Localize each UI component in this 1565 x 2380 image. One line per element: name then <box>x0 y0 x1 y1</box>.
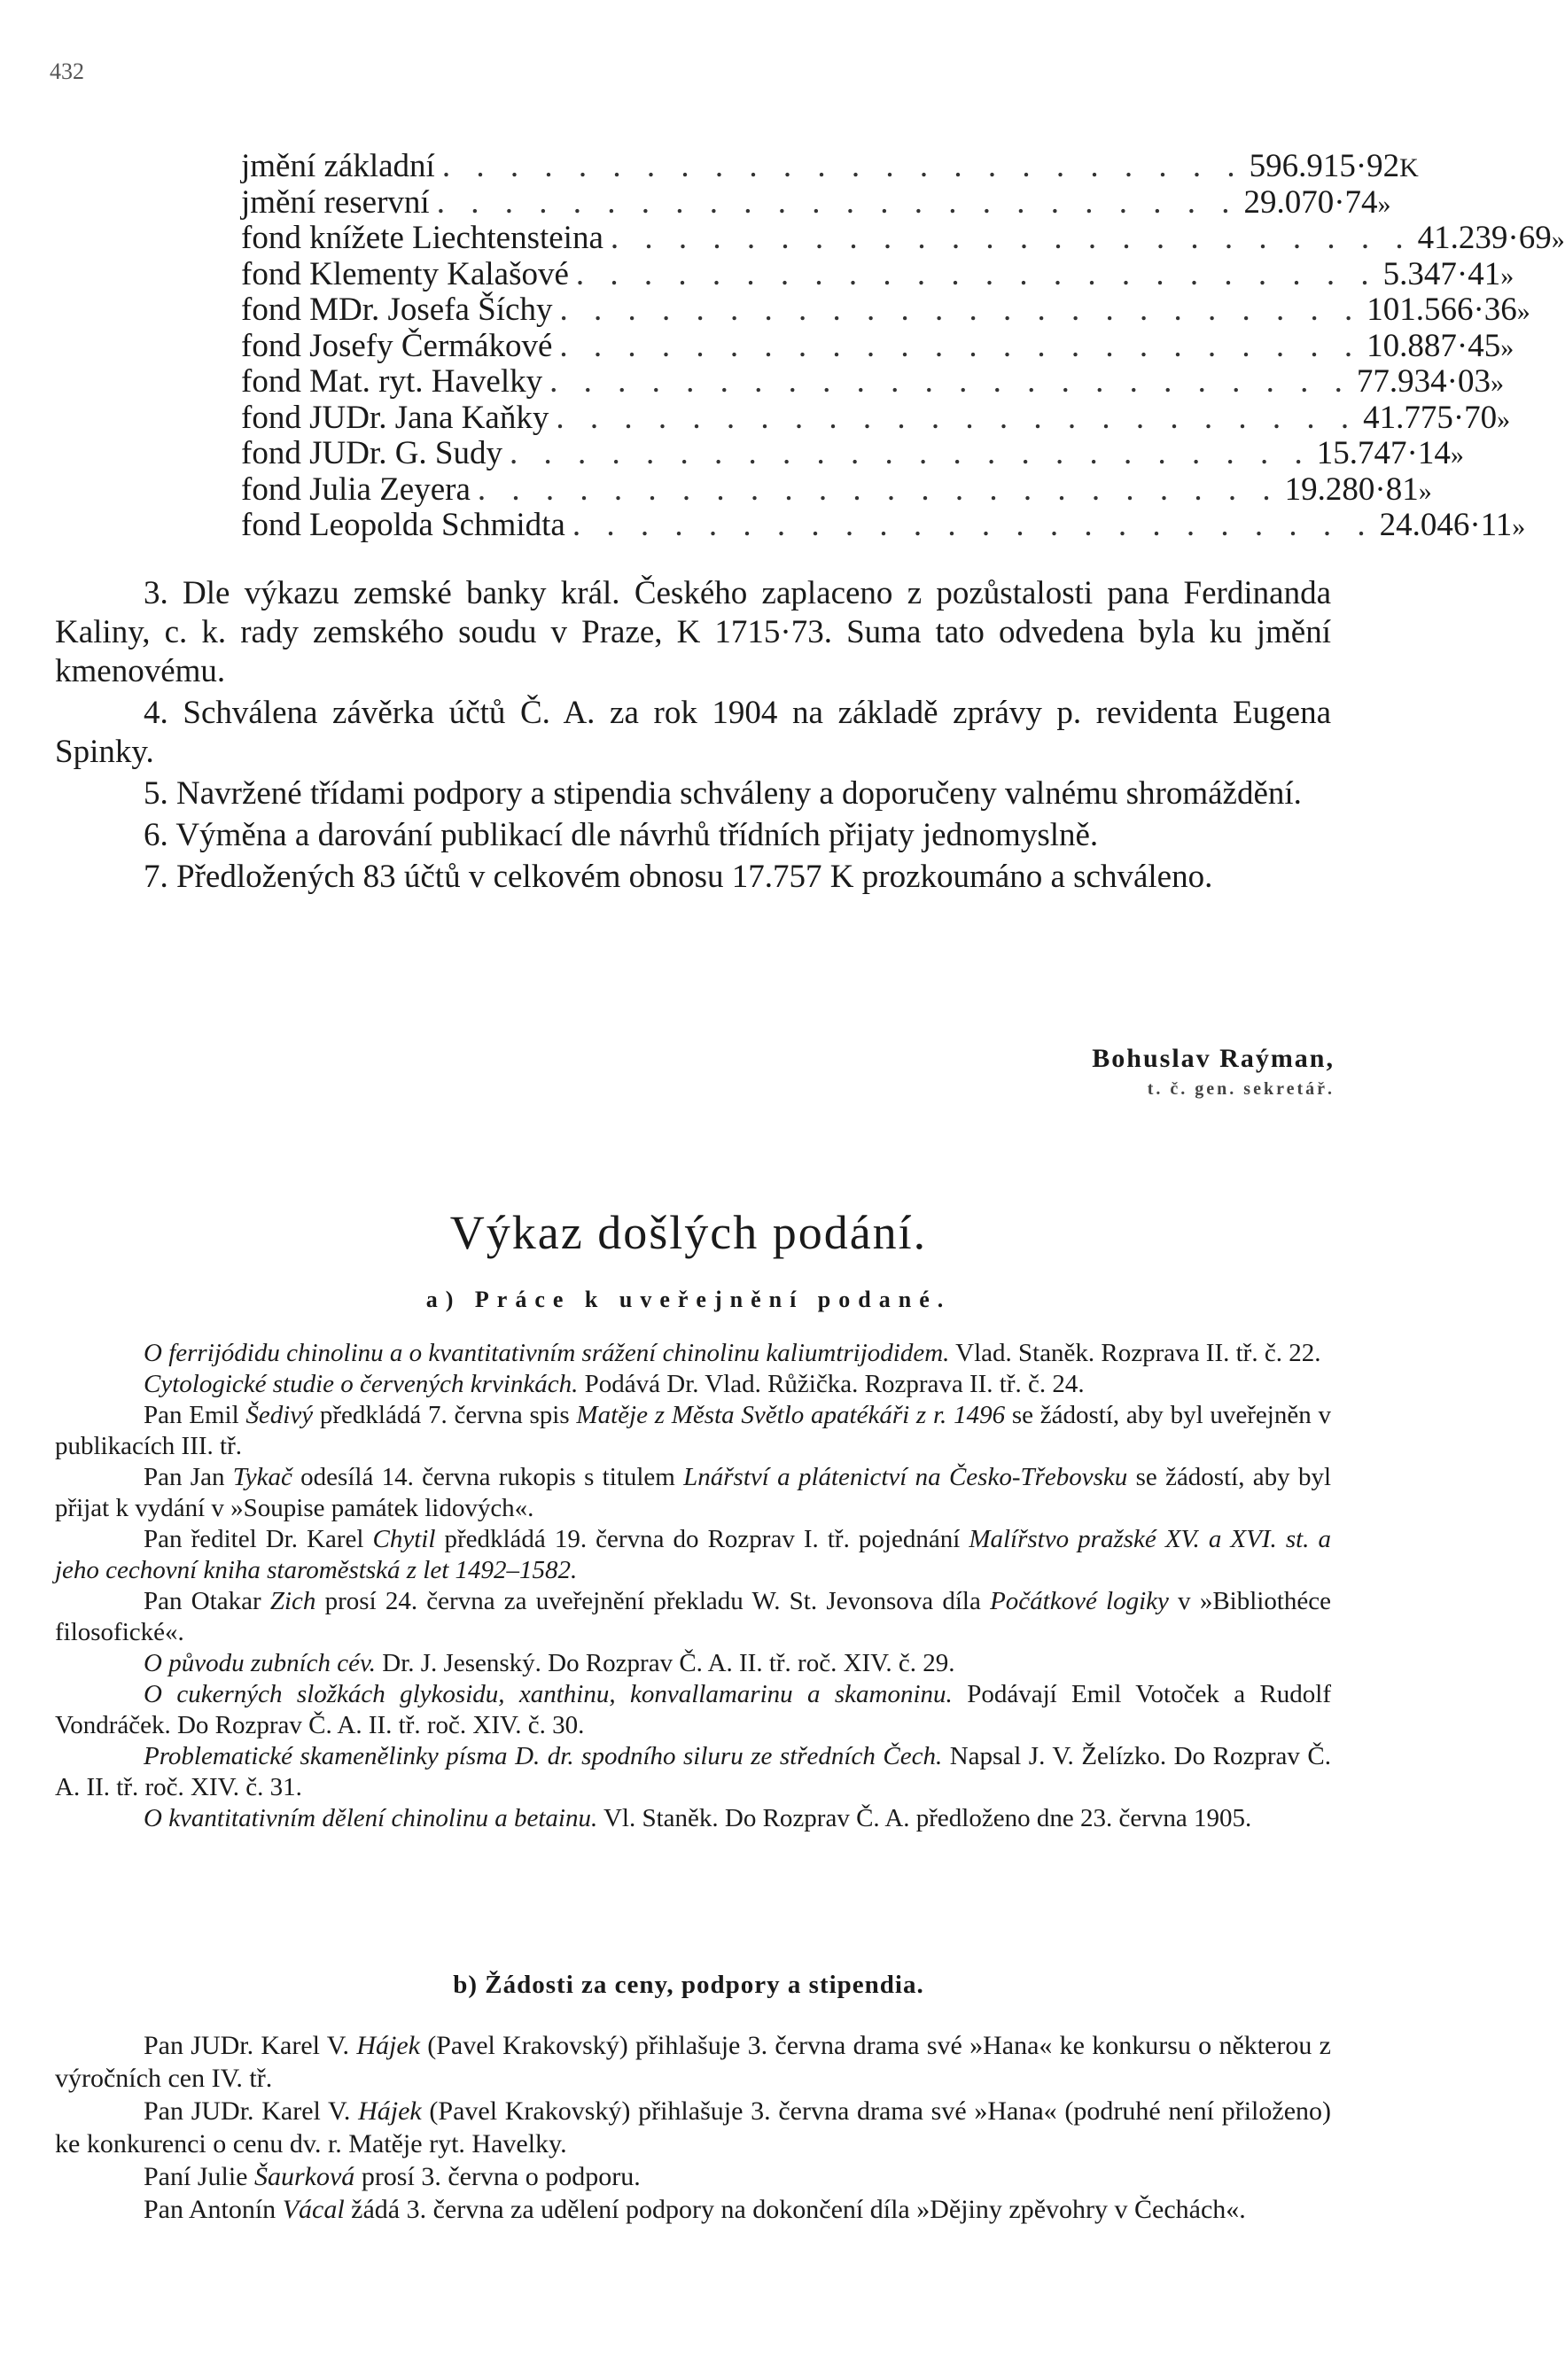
entry-person: Šedivý <box>245 1401 314 1429</box>
signature-name: Bohuslav Raýman, <box>1092 1044 1335 1073</box>
entry-text: předkládá 7. června spis <box>313 1401 577 1429</box>
entry-text: (Pavel Krakovský) přihlašuje 3. června drama své »Hana« ke konkursu o některou z výročních cen IV. tř. <box>55 2031 1331 2093</box>
fund-row <box>241 399 1511 437</box>
page-number: 432 <box>50 58 84 84</box>
fund-name: fond JUDr. G. Sudy <box>241 435 502 471</box>
fund-row <box>241 183 1391 222</box>
report-item: 3. Dle výkazu zemské banky král. Českého zaplaceno z pozůstalosti pana Ferdinanda Kaliny, c. k. rady zemského soudu v Praze, K 1715·73. Suma tato odvedena byla ku jmění kmenovému. <box>55 575 1331 689</box>
entry <box>55 1400 1331 1462</box>
report-item: 7. Předložených 83 účtů v celkovém obnosu 17.757 K prozkoumáno a schváleno. <box>144 859 1213 895</box>
fund-name: fond knížete Liechtensteina <box>241 220 603 256</box>
entry-lead: Paní Julie <box>144 2162 254 2191</box>
entry-title: Počátkové logiky <box>990 1587 1169 1615</box>
entry-text: Podávají Emil Votoček a Rudolf Vondráček. Do Rozprav Č. A. II. tř. roč. XIV. č. 30. <box>55 1680 1332 1739</box>
entry-lead: Pan JUDr. Karel V. <box>144 2096 359 2126</box>
fund-name: fond Klementy Kalašové <box>241 255 569 292</box>
fund-amount: 101.566·36 <box>1366 292 1517 328</box>
entry-lead: Pan Jan <box>144 1463 233 1491</box>
entry-title: Matěje z Města Světlo apatékáři z r. 1496 <box>576 1401 1006 1429</box>
fund-unit: » <box>1497 404 1511 434</box>
entry-lead: Pan JUDr. Karel V. <box>144 2031 357 2060</box>
fund-name: fond Leopolda Schmidta <box>241 507 565 543</box>
entry-person: Tykač <box>232 1463 292 1491</box>
fund-row <box>241 435 1464 472</box>
fund-amount: 19.280·81 <box>1284 471 1419 508</box>
fund-unit: » <box>1377 189 1391 219</box>
entry-text: žádá 3. června za udělení podpory na dokončení díla »Dějiny zpěvohry v Čechách«. <box>344 2195 1246 2224</box>
entry-text: Vl. Staněk. Do Rozprav Č. A. předloženo dne 23. června 1905. <box>597 1804 1252 1832</box>
entry-person: Vácal <box>282 2195 345 2224</box>
entry <box>55 1524 1331 1586</box>
fund-name: fond JUDr. Jana Kaňky <box>241 399 549 436</box>
leader-dots: . . . . . . . . . . . . . . . . . . . . . . . . <box>559 327 1362 364</box>
fund-name: jmění reservní <box>241 183 430 221</box>
fund-unit: » <box>1500 261 1514 291</box>
fund-amount: 24.046·11 <box>1379 507 1513 543</box>
entry-text: (Pavel Krakovský) přihlašuje 3. června drama své »Hana« (podruhé není přiloženo) ke konkurenci o cenu dv. r. Matěje ryt. Havelky. <box>55 2096 1332 2158</box>
entry-person: Hájek <box>356 2031 420 2060</box>
entry <box>55 1648 1331 1679</box>
entry-text: Dr. J. Jesenský. Do Rozprav Č. A. II. tř. roč. XIV. č. 29. <box>376 1649 955 1677</box>
fund-amount: 596.915·92 <box>1249 148 1400 184</box>
report-item: 6. Výměna a darování publikací dle návrhů třídních přijaty jednomyslně. <box>144 817 1099 853</box>
fund-amount: 41.239·69 <box>1417 220 1552 256</box>
entry <box>55 1586 1331 1648</box>
entry <box>55 1462 1331 1524</box>
fund-name: fond Julia Zeyera <box>241 471 471 508</box>
fund-name: fond Mat. ryt. Havelky <box>241 363 543 400</box>
leader-dots: . . . . . . . . . . . . . . . . . . . . . . . . <box>477 471 1280 508</box>
fund-row <box>241 327 1514 365</box>
entry-person: Zich <box>269 1587 316 1615</box>
fund-unit: » <box>1516 297 1530 326</box>
fund-unit: » <box>1500 332 1514 362</box>
entry-title: Malířstvo pražské XV. a XVI. st. a jeho cechovní kniha staroměstská z let 1492–1582. <box>55 1525 1331 1584</box>
entry-person: Chytil <box>372 1525 436 1553</box>
subheading-works-submitted: a) Práce k uveřejnění podané. <box>425 1287 952 1312</box>
entry <box>55 1369 1331 1400</box>
leader-dots: . . . . . . . . . . . . . . . . . . . . . . . . <box>441 148 1244 184</box>
signature-role: t. č. gen. sekretář. <box>1147 1079 1335 1099</box>
fund-unit: K <box>1399 153 1419 183</box>
fund-amount: 10.887·45 <box>1366 327 1501 364</box>
fund-name: jmění základní <box>241 148 435 184</box>
entry-text: prosí 24. června za uveřejnění překladu W. St. Jevonsova díla <box>315 1587 991 1615</box>
fund-unit: » <box>1490 369 1504 398</box>
entry <box>55 2095 1331 2160</box>
entry <box>55 1338 1331 1369</box>
entry-text: Napsal J. V. Želízko. Do Rozprav Č. A. II. tř. roč. XIV. č. 31. <box>55 1742 1331 1801</box>
entry-person: Šaurková <box>254 2162 355 2191</box>
entry-text: Podává Dr. Vlad. Růžička. Rozprava II. tř. č. 24. <box>578 1370 1085 1398</box>
entry <box>55 2160 1331 2193</box>
fund-name: fond MDr. Josefa Šíchy <box>241 292 553 328</box>
fund-unit: » <box>1512 512 1526 541</box>
leader-dots: . . . . . . . . . . . . . . . . . . . . . . . . <box>436 183 1239 221</box>
entry <box>55 1803 1331 1834</box>
entry-lead: Pan Antonín <box>144 2195 283 2224</box>
entries-works-submitted <box>55 1338 1331 1834</box>
fund-unit: » <box>1551 225 1565 254</box>
report-item: 5. Navržené třídami podpory a stipendia schváleny a doporučeny valnému shromáždění. <box>144 775 1302 812</box>
funds-list <box>241 148 1565 544</box>
entry <box>55 1679 1331 1741</box>
entry-text: prosí 3. června o podporu. <box>354 2162 641 2191</box>
entry-person: Hájek <box>358 2096 422 2126</box>
entry-title: O cukerných složkách glykosidu, xanthinu, konvallamarinu a skamoninu. <box>144 1680 953 1708</box>
fund-amount: 77.934·03 <box>1356 363 1491 400</box>
fund-row <box>241 507 1526 544</box>
fund-unit: » <box>1418 476 1432 506</box>
leader-dots: . . . . . . . . . . . . . . . . . . . . . . . . <box>510 435 1312 471</box>
fund-name: fond Josefy Čermákové <box>241 327 553 364</box>
section-title: Výkaz došlých podání. <box>449 1206 928 1259</box>
entries-applications <box>55 2029 1331 2226</box>
entry-text: Vlad. Staněk. Rozprava II. tř. č. 22. <box>949 1339 1321 1367</box>
entry-lead: Pan Emil <box>144 1401 246 1429</box>
fund-row <box>241 292 1530 329</box>
leader-dots: . . . . . . . . . . . . . . . . . . . . . . . . <box>575 255 1378 292</box>
entry-title: O původu zubních cév. <box>144 1649 376 1677</box>
fund-amount: 41.775·70 <box>1363 399 1498 436</box>
fund-amount: 29.070·74 <box>1243 183 1378 221</box>
entry-lead: Pan ředitel Dr. Karel <box>144 1525 373 1553</box>
signature <box>1092 1044 1335 1100</box>
subheading-applications: b) Žádosti za ceny, podpory a stipendia. <box>453 1971 924 1999</box>
entry-text: odesílá 14. června rukopis s titulem <box>292 1463 684 1491</box>
leader-dots: . . . . . . . . . . . . . . . . . . . . . . . . <box>549 363 1351 400</box>
entry-title: O kvantitativním dělení chinolinu a betainu. <box>144 1804 598 1832</box>
entry-lead: Pan Otakar <box>144 1587 270 1615</box>
fund-row <box>241 363 1504 401</box>
entry-title: O ferrijódidu chinolinu a o kvantitativním srážení chinolinu kaliumtrijodidem. <box>144 1339 950 1367</box>
entry-title: Cytologické studie o červených krvinkách. <box>144 1370 579 1398</box>
entry-title: Lnářství a plátenictví na Česko-Třebovsku <box>683 1463 1128 1491</box>
fund-row <box>241 220 1565 257</box>
entry <box>55 1741 1331 1803</box>
entry-text-tail: se žádostí, aby byl uveřejněn v publikacích III. tř. <box>55 1401 1331 1460</box>
leader-dots: . . . . . . . . . . . . . . . . . . . . . . . . <box>559 292 1362 328</box>
leader-dots: . . . . . . . . . . . . . . . . . . . . . . . . <box>610 220 1413 256</box>
entry <box>55 2193 1331 2226</box>
entry-text-tail: v »Bibliothéce filosofické«. <box>55 1587 1332 1646</box>
fund-row <box>241 471 1432 509</box>
entry <box>55 2029 1331 2095</box>
leader-dots: . . . . . . . . . . . . . . . . . . . . . . . . <box>572 507 1374 543</box>
fund-row <box>241 148 1419 185</box>
fund-amount: 15.747·14 <box>1316 435 1451 471</box>
fund-row <box>241 255 1514 293</box>
entry-title: Problematické skamenělinky písma D. dr. spodního siluru ze středních Čech. <box>144 1742 943 1770</box>
leader-dots: . . . . . . . . . . . . . . . . . . . . . . . . <box>556 399 1359 436</box>
entry-text-tail: se žádostí, aby byl přijat k vydání v »Soupise památek lidových«. <box>55 1463 1332 1522</box>
fund-unit: » <box>1450 440 1464 470</box>
report-item: 4. Schválena závěrka účtů Č. A. za rok 1904 na základě zprávy p. revidenta Eugena Spinky. <box>55 695 1331 770</box>
report-items <box>55 574 1331 899</box>
fund-amount: 5.347·41 <box>1382 255 1501 292</box>
entry-text: předkládá 19. června do Rozprav I. tř. pojednání <box>435 1525 969 1553</box>
